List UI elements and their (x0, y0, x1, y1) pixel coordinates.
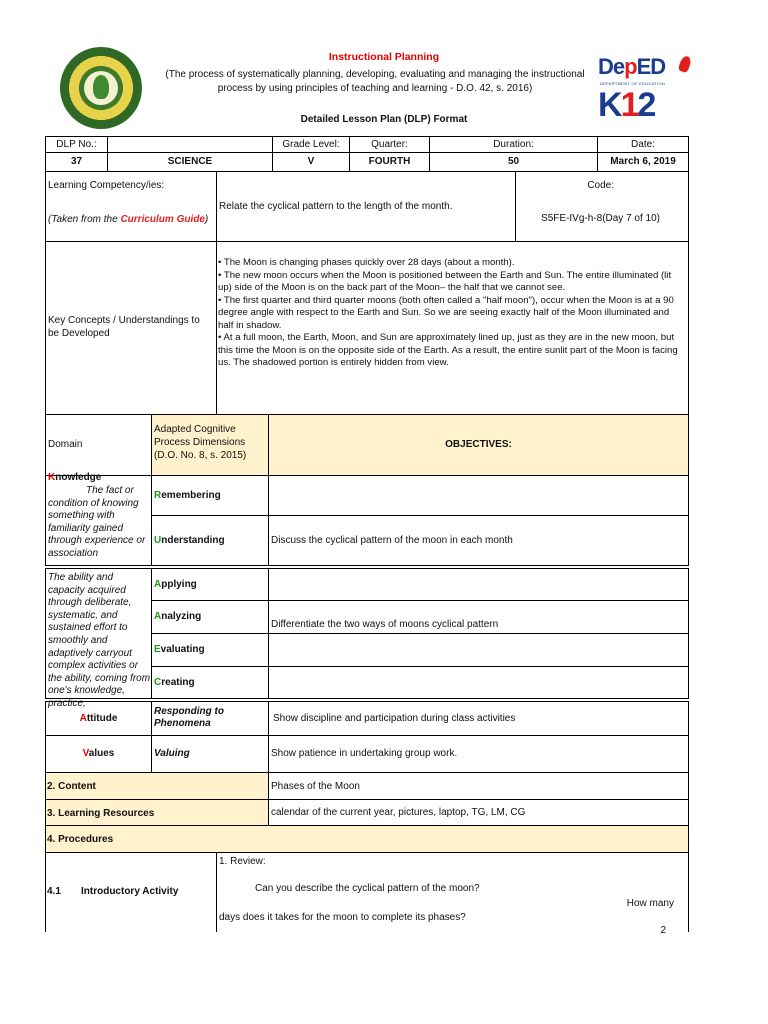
knowledge-cell (45, 472, 152, 566)
resources-label-cell (45, 799, 269, 826)
attitude-objective: Show discipline and participation during class activities (273, 713, 516, 724)
seal-tree-icon (93, 75, 109, 99)
content-value-cell (268, 772, 689, 800)
objective-applying-cell (268, 568, 689, 601)
knowledge-description: The fact or condition of knowing something with familiarity gained through experience or association (48, 485, 146, 559)
dimension-applying-cell (151, 568, 269, 601)
objective-analyzing-cell (268, 600, 689, 634)
dimension-analyzing: Analyzing (154, 611, 202, 622)
key-concepts-label-cell (45, 241, 217, 415)
values-dimension-cell (151, 735, 269, 773)
intro-question-1: Can you describe the cyclical pattern of the moon? (255, 883, 480, 894)
skills-description: The ability and capacity acquired through deliberate, systematic, and sustained effort to smoothly and adaptively carryout complex activities or the ability, coming from one's knowledge, practice, (48, 572, 151, 709)
dimension-evaluating: Evaluating (154, 644, 205, 655)
code-value: S5FE-IVg-h-8(Day 7 of 10) (541, 213, 660, 224)
dimension-understanding-cell (151, 515, 269, 566)
blank-cell (107, 136, 273, 153)
grade-level-label: Grade Level: (272, 136, 350, 153)
code-label: Code: (587, 180, 614, 191)
objective-analyzing: Differentiate the two ways of moons cyclical pattern (271, 619, 499, 630)
dimension-analyzing-cell (151, 600, 269, 634)
content-label-cell (45, 772, 269, 800)
page-title: Instructional Planning (328, 51, 440, 63)
intro-question-2b: days does it takes for the moon to complete its phases? (219, 912, 466, 923)
date-value: March 6, 2019 (597, 152, 689, 172)
deped-wordmark: DepED (598, 54, 666, 79)
values-cell (45, 735, 152, 773)
objectives-header: OBJECTIVES: (445, 439, 512, 450)
key-concept-point: • The Moon is changing phases quickly over 28 days (about a month). (218, 257, 515, 268)
dimension-remembering-cell (151, 475, 269, 516)
dimension-remembering: Remembering (154, 490, 221, 501)
objective-remembering-cell (268, 475, 689, 516)
flame-icon (678, 55, 693, 73)
subject-value: SCIENCE (107, 152, 273, 172)
grade-level-value: V (272, 152, 350, 172)
domain-header-cell (45, 414, 152, 476)
dimension-applying: Applying (154, 579, 197, 590)
attitude-dimension: Responding to Phenomena (154, 706, 224, 729)
resources-value: calendar of the current year, pictures, laptop, TG, LM, CG (271, 807, 526, 818)
competency-text: Relate the cyclical pattern to the length of the month. (219, 201, 453, 212)
code-cell (515, 171, 689, 242)
quarter-label: Quarter: (349, 136, 430, 153)
attitude-dimension-cell (151, 701, 269, 736)
intro-question-2c: 2 (660, 925, 666, 936)
objective-evaluating-cell (268, 633, 689, 667)
dimension-creating: Creating (154, 677, 195, 688)
date-label: Date: (597, 136, 689, 153)
attitude-objective-cell (268, 701, 689, 736)
intro-label: Introductory Activity (81, 886, 179, 897)
attitude-title: Attitude (79, 713, 118, 724)
quarter-value: FOURTH (349, 152, 430, 172)
dimension-creating-cell (151, 666, 269, 699)
procedures-label: 4. Procedures (47, 834, 114, 845)
duration-value: 50 (429, 152, 598, 172)
values-title: Values (82, 748, 115, 759)
resources-label: 3. Learning Resources (47, 808, 155, 819)
key-concepts-text-cell (216, 241, 689, 415)
dlp-no-value: 37 (45, 152, 108, 172)
deped-k12-logo (598, 52, 698, 122)
intro-text-cell (216, 852, 689, 936)
competency-text-cell (216, 171, 516, 242)
objective-creating-cell (268, 666, 689, 699)
k12-wordmark: K12 (598, 86, 655, 124)
dimensions-header-cell (151, 414, 269, 476)
skills-cell (45, 568, 152, 709)
format-title: Detailed Lesson Plan (DLP) Format (300, 114, 468, 125)
domain-header: Domain (48, 439, 83, 450)
competency-source: (Taken from the Curriculum Guide) (48, 214, 209, 225)
dimension-evaluating-cell (151, 633, 269, 667)
resources-value-cell (268, 799, 689, 826)
objectives-header-cell (268, 414, 689, 476)
intro-review: 1. Review: (219, 856, 266, 867)
dlp-no-label: DLP No.: (45, 136, 108, 153)
content-label: 2. Content (47, 781, 96, 792)
logo-tagline: DEPARTMENT OF EDUCATION (600, 81, 666, 86)
intro-question-2a: How many (626, 898, 674, 909)
intro-label-cell (45, 852, 217, 932)
values-dimension: Valuing (154, 748, 190, 759)
attitude-cell (45, 701, 152, 736)
content-value: Phases of the Moon (271, 781, 360, 792)
duration-label: Duration: (429, 136, 598, 153)
values-objective-cell (268, 735, 689, 773)
values-objective: Show patience in undertaking group work. (271, 748, 458, 759)
competency-label-cell (45, 171, 217, 242)
key-concepts-label: Key Concepts / Understandings to be Developed (48, 315, 200, 339)
key-concept-point: • At a full moon, the Earth, Moon, and Sun are approximately lined up, just as they are in the new moon, but this time the Moon is on the opposite side of the Earth. As a result, the entire sunlit part of the Moon is facing us. The shadowed portion is entirely hidden from view. (218, 332, 678, 368)
dimensions-header: Adapted Cognitive Process Dimensions (D.O. No. 8, s. 2015) (154, 424, 247, 461)
objective-understanding: Discuss the cyclical pattern of the moon in each month (271, 535, 513, 546)
intro-number: 4.1 (47, 886, 61, 897)
knowledge-title: Knowledge (48, 472, 102, 483)
key-concept-point: • The new moon occurs when the Moon is positioned between the Earth and Sun. The entire illuminated (lit up) side of the Moon is on the back part of the Moon– the half that we cannot see. (218, 269, 672, 293)
competency-label: Learning Competency/ies: (48, 180, 165, 191)
objective-understanding-cell (268, 515, 689, 566)
procedures-label-cell (45, 825, 689, 853)
dimension-understanding: Understanding (154, 535, 225, 546)
page-subtitle: (The process of systematically planning, developing, evaluating and managing the instructional process by using principles of teaching and learning - D.O. 42, s. 2016) (165, 69, 585, 94)
key-concept-point: • The first quarter and third quarter moons (both often called a "half moon"), occur when the Moon is at a 90 degree angle with respect to the Earth and Sun. So we are seeing exactly half of the Moon illuminated and half in shadow. (218, 294, 674, 331)
